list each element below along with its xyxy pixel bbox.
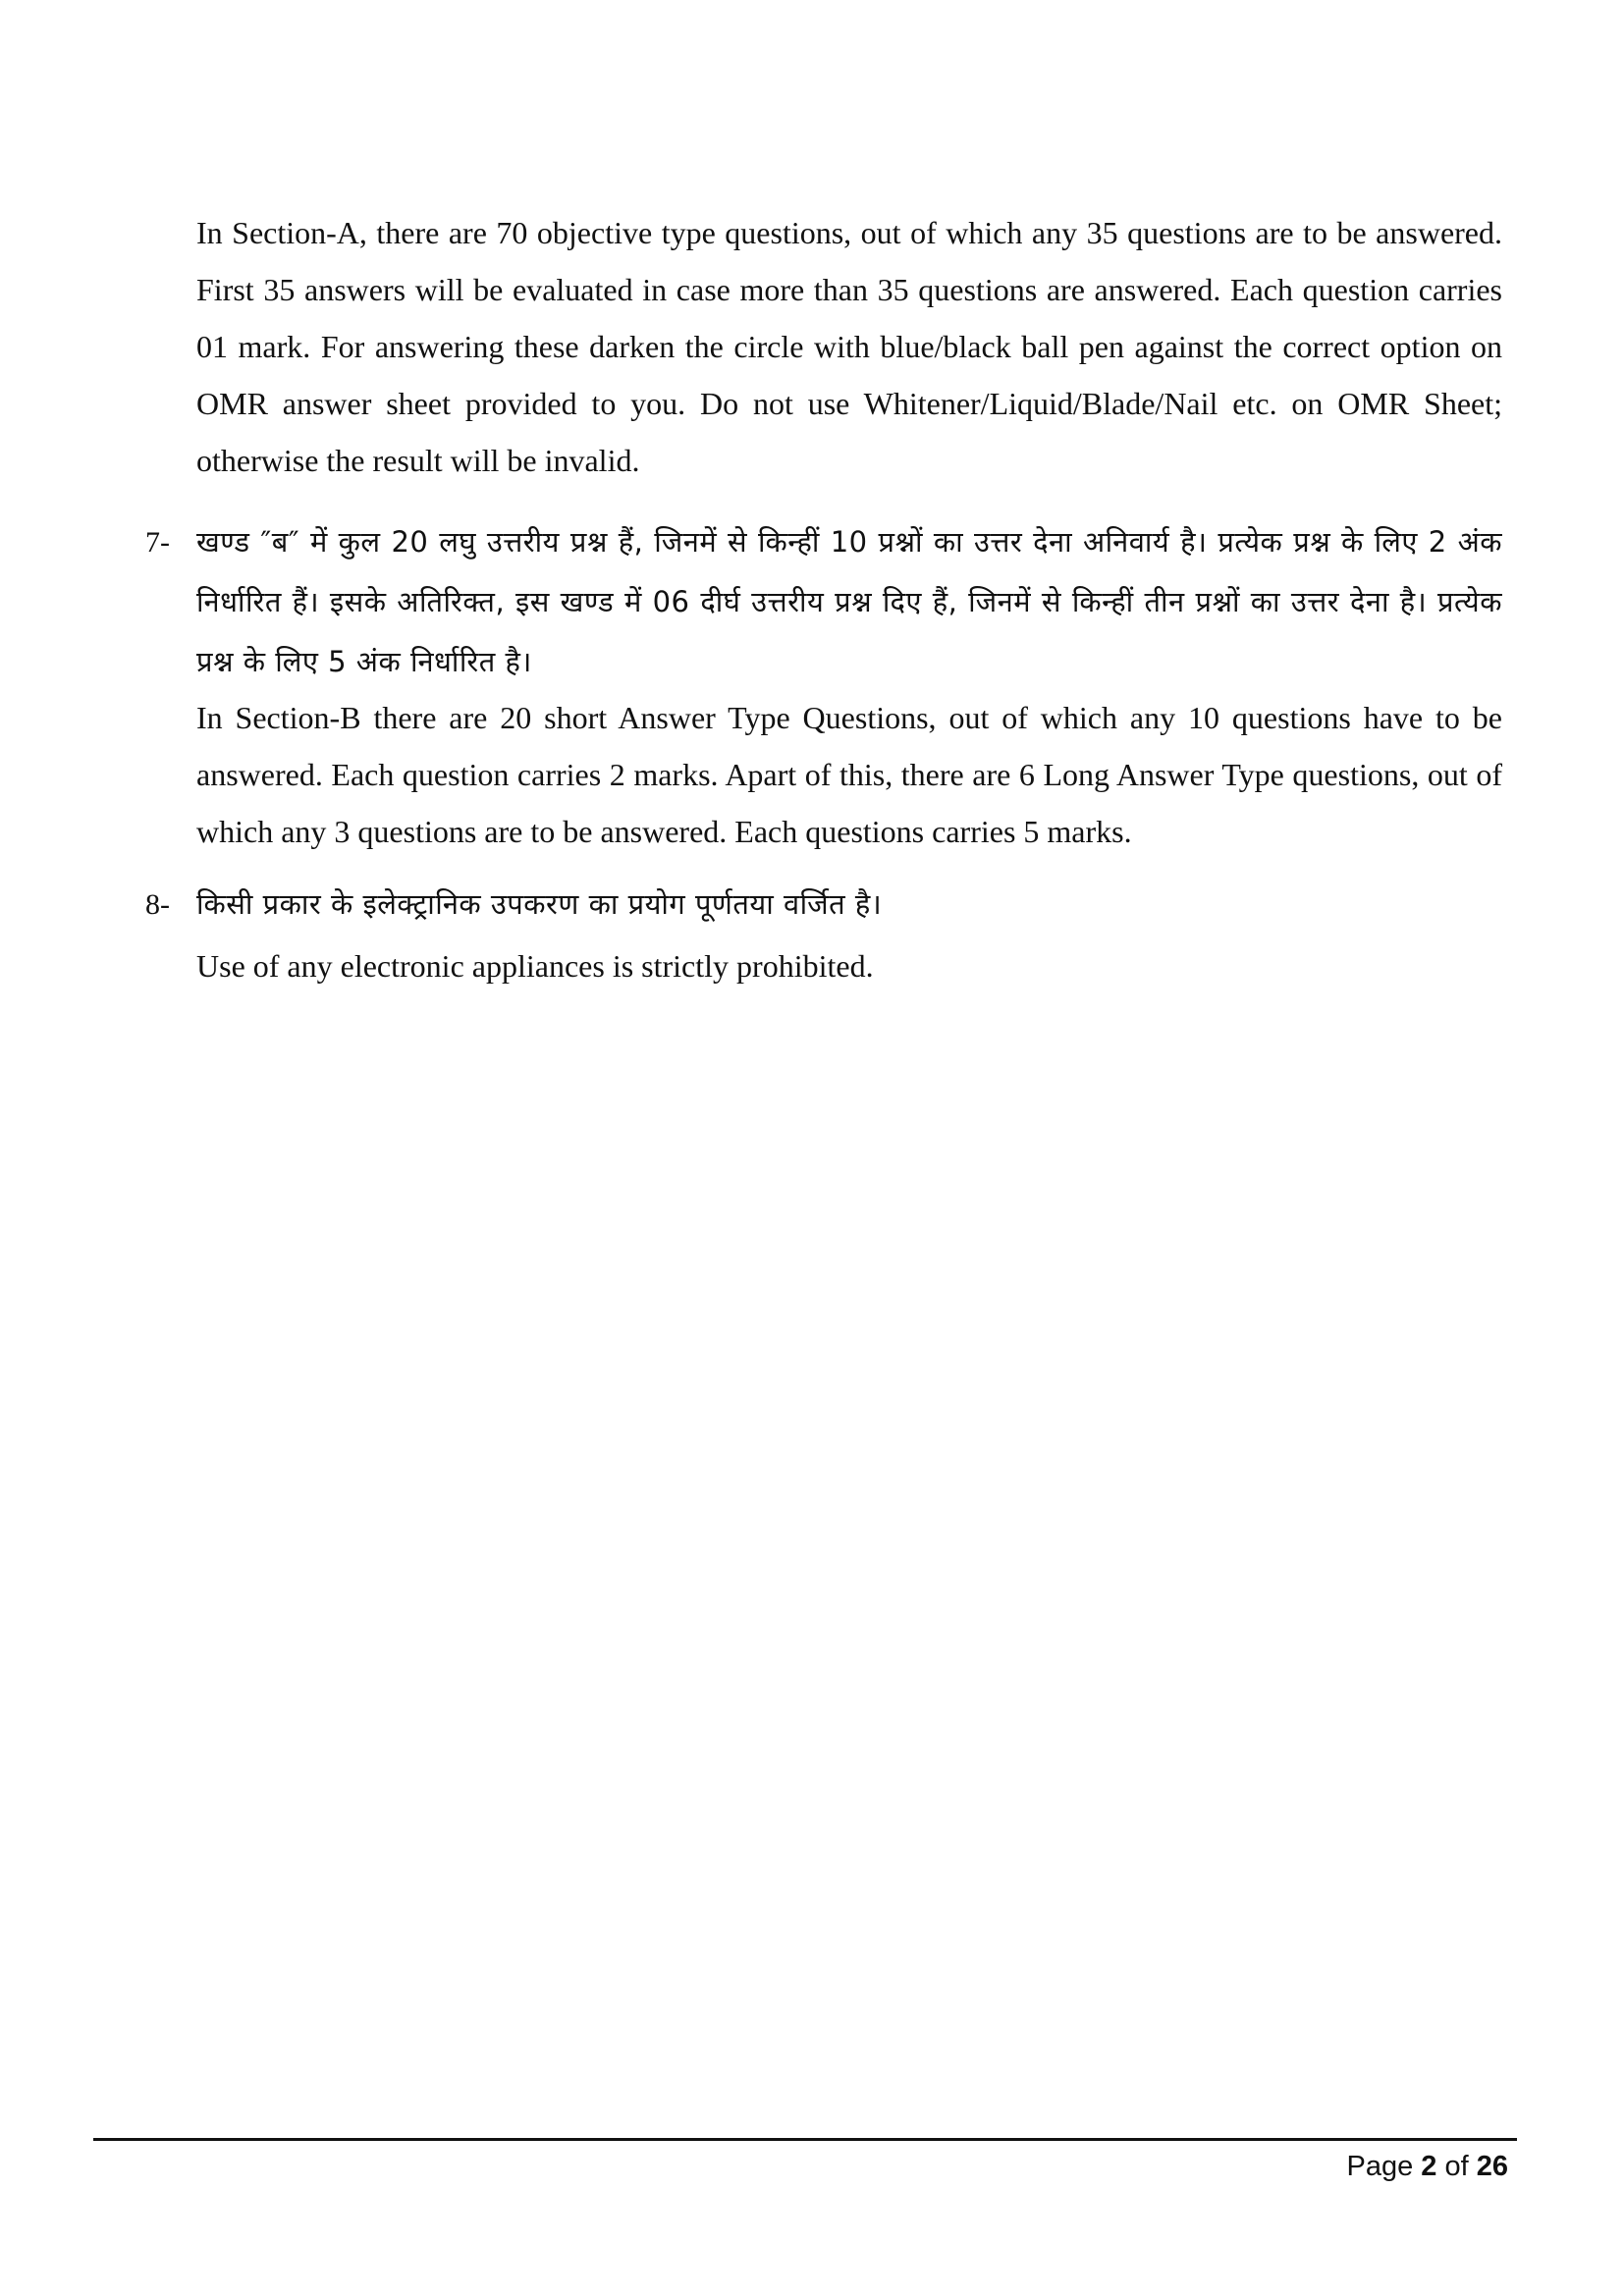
page-label: Page — [1346, 2151, 1414, 2182]
instruction-8-english: Use of any electronic appliances is strictly prohibited. — [196, 948, 874, 984]
instruction-8-number: 8- — [145, 888, 170, 921]
instruction-8-hindi: किसी प्रकार के इलेक्ट्रानिक उपकरण का प्रयोग पूर्णतया वर्जित है। — [196, 887, 883, 921]
instruction-7-hindi: खण्ड ″ब″ में कुल 20 लघु उत्तरीय प्रश्न हैं, जिनमें से किन्हीं 10 प्रश्नों का उत्तर देना अनिवार्य है। प्रत्येक प्रश्न के लिए 2 अंक निर्धारित हैं। इसके अतिरिक्त, इस खण्ड में 06 दीर्घ उत्तरीय प्रश्न दिए हैं, जिनमें से किन्हीं तीन प्रश्नों का उत्तर देना है। प्रत्येक प्रश्न के लिए 5 अंक निर्धारित है। — [196, 525, 1502, 678]
page-number — [1346, 2147, 1508, 2186]
page-current: 2 — [1421, 2151, 1437, 2182]
section-a-english-paragraph: In Section-A, there are 70 objective type questions, out of which any 35 questions are to be answered. First 35 answers will be evaluated in case more than 35 questions are answered. Each question carries 01 mark. For answering these darken the circle with blue/black ball pen against the correct option on OMR answer sheet provided to you. Do not use Whitener/Liquid/Blade/Nail etc. on OMR Sheet; otherwise the result will be invalid. — [196, 215, 1502, 478]
instruction-7-number: 7- — [145, 526, 170, 559]
instruction-7-english: In Section-B there are 20 short Answer Type Questions, out of which any 10 questions have to be answered. Each question carries 2 marks. Apart of this, there are 6 Long Answer Type questions, out of which any 3 questions are to be answered. Each questions carries 5 marks. — [196, 700, 1502, 849]
footer-divider — [93, 2138, 1517, 2141]
page-total: 26 — [1476, 2151, 1508, 2182]
page-of-label: of — [1444, 2151, 1469, 2182]
